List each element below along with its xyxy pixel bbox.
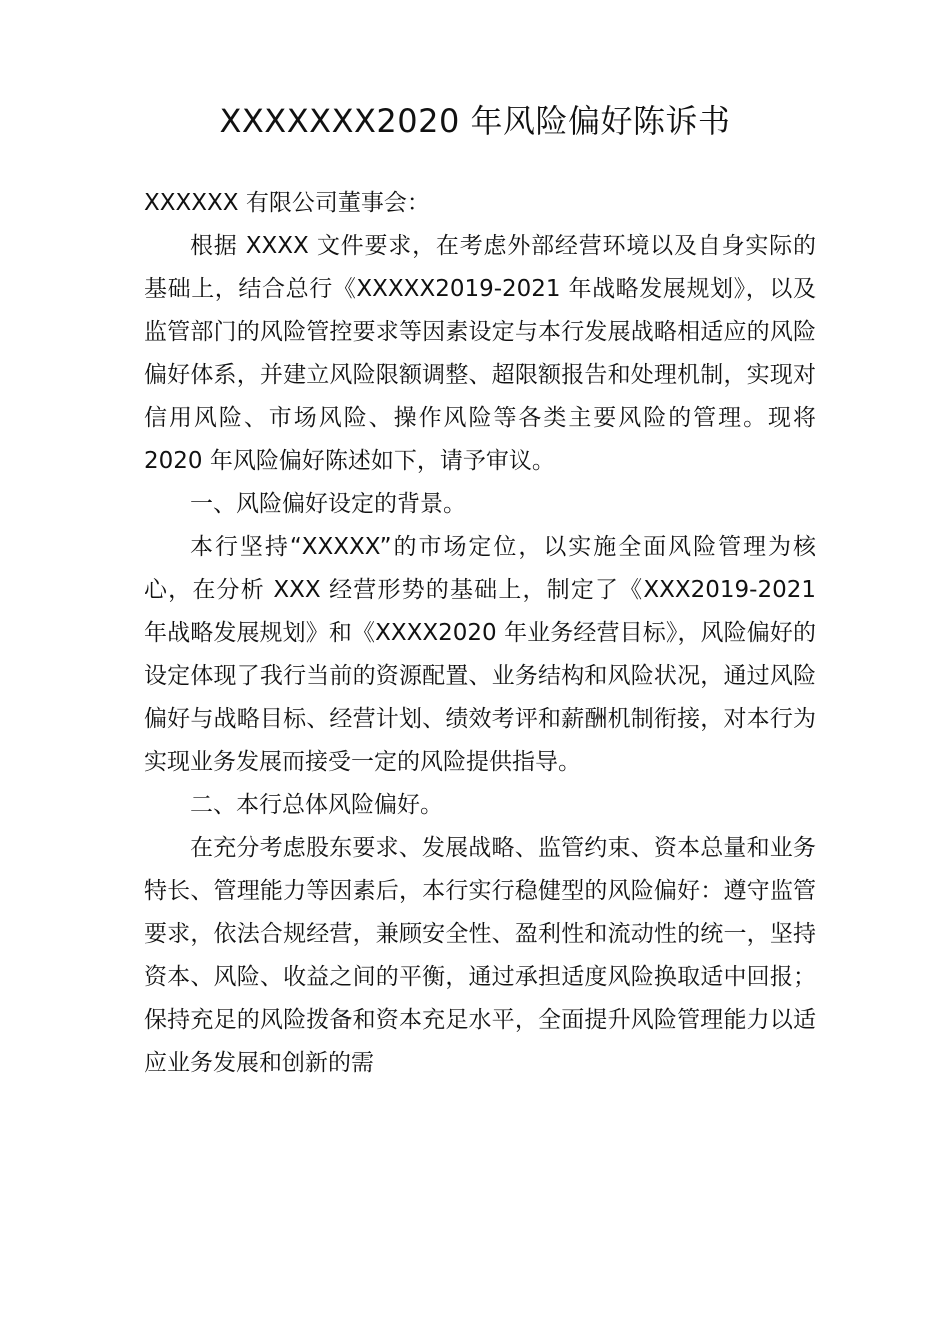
section-heading-background: 一、风险偏好设定的背景。 [190,491,466,517]
document-body [144,182,816,1085]
section-heading-overall-risk: 二、本行总体风险偏好。 [190,792,443,818]
section-paragraph-overall-risk: 在充分考虑股东要求、发展战略、监管约束、资本总量和业务特长、管理能力等因素后，本行实行稳健型的风险偏好：遵守监管要求，依法合规经营，兼顾安全性、盈利性和流动性的统一，坚持资本、风险、收益之间的平衡，通过承担适度风险换取适中回报；保持充足的风险拨备和资本充足水平，全面提升风险管理能力以适应业务发展和创新的需 [144,835,816,1076]
intro-paragraph: 根据 XXXX 文件要求，在考虑外部经营环境以及自身实际的基础上，结合总行《XXXXX2019-2021 年战略发展规划》，以及监管部门的风险管控要求等因素设定与本行发展战略相适应的风险偏好体系，并建立风险限额调整、超限额报告和处理机制，实现对信用风险、市场风险、操作风险等各类主要风险的管理。现将 2020 年风险偏好陈述如下，请予审议。 [144,233,816,474]
salutation: XXXXXX 有限公司董事会： [144,190,430,216]
document-title: XXXXXXX2020 年风险偏好陈诉书 [219,102,731,140]
section-paragraph-background: 本行坚持“XXXXX”的市场定位，以实施全面风险管理为核心，在分析 XXX 经营形势的基础上，制定了《XXX2019-2021 年战略发展规划》和《XXXX2020 年业务经营目标》，风险偏好的设定体现了我行当前的资源配置、业务结构和风险状况，通过风险偏好与战略目标、经营计划、绩效考评和薪酬机制衔接，对本行为实现业务发展而接受一定的风险提供指导。 [144,534,816,775]
